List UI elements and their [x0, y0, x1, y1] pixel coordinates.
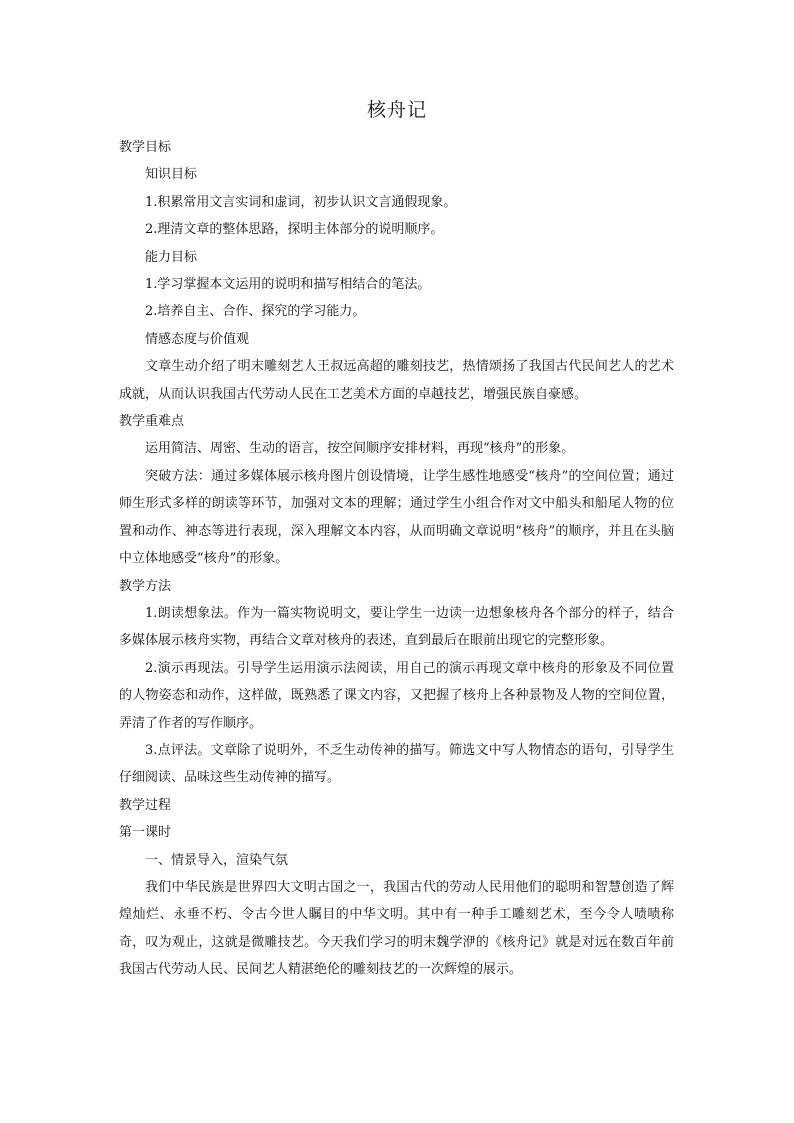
- step-one-paragraph: 我们中华民族是世界四大文明古国之一，我国古代的劳动人民用他们的聪明和智慧创造了辉煌灿烂、永垂不朽、令古今世人瞩目的中华文明。其中有一种手工雕刻艺术，至今令人啧啧称奇，叹为观止，这就是微雕技艺。今天我们学习的明末魏学洢的《核舟记》就是对远在数百年前我国古代劳动人民、民间艺人精湛绝伦的雕刻技艺的一次辉煌的展示。: [119, 879, 674, 978]
- knowledge-goal-item: 1.积累常用文言实词和虚词，初步认识文言通假现象。: [145, 194, 457, 210]
- method-paragraph: 2.演示再现法。引导学生运用演示法阅读，用自己的演示再现文章中核舟的形象及不同位置的人物姿态和动作，这样做，既熟悉了课文内容，又把握了核舟上各种景物及人物的空间位置，弄清了作者的写作顺序。: [119, 660, 674, 731]
- document-title: 核舟记: [366, 99, 427, 121]
- document-body: [119, 134, 674, 984]
- knowledge-goal-item: 2.理清文章的整体思路，探明主体部分的说明顺序。: [145, 222, 444, 238]
- key-points-heading: 教学重难点: [119, 414, 185, 430]
- method-paragraph: 1.朗读想象法。作为一篇实物说明文，要让学生一边读一边想象核舟各个部分的样子，结合多媒体展示核舟实物，再结合文章对核舟的表述，直到最后在眼前出现它的完整形象。: [119, 605, 674, 649]
- first-lesson-heading: 第一课时: [119, 825, 172, 841]
- step-one-heading: 一、情景导入，渲染气氛: [145, 852, 289, 868]
- emotion-goals-heading: 情感态度与价值观: [145, 331, 250, 347]
- ability-goal-item: 2.培养自主、合作、探究的学习能力。: [145, 304, 366, 320]
- teaching-goals-heading: 教学目标: [119, 140, 172, 155]
- ability-goals-heading: 能力目标: [145, 249, 198, 265]
- teaching-methods-heading: 教学方法: [119, 578, 172, 594]
- ability-goal-item: 1.学习掌握本文运用的说明和描写相结合的笔法。: [145, 277, 431, 293]
- teaching-process-heading: 教学过程: [119, 797, 172, 813]
- key-points-paragraph: 运用简洁、周密、生动的语言，按空间顺序安排材料，再现“核舟”的形象。: [145, 441, 575, 457]
- method-paragraph: 3.点评法。文章除了说明外，不乏生动传神的描写。筛选文中写人物情态的语句，引导学生仔细阅读、品味这些生动传神的描写。: [119, 742, 674, 786]
- breakthrough-paragraph: 突破方法：通过多媒体展示核舟图片创设情境，让学生感性地感受“核舟”的空间位置；通过师生形式多样的朗读等环节，加强对文本的理解；通过学生小组合作对文中船头和船尾人物的位置和动作、神态等进行表现，深入理解文本内容，从而明确文章说明“核舟”的顺序，并且在头脑中立体地感受“核舟”的形象。: [119, 468, 674, 567]
- knowledge-goals-heading: 知识目标: [145, 167, 198, 183]
- emotion-goals-paragraph: 文章生动介绍了明末雕刻艺人王叔远高超的雕刻技艺，热情颂扬了我国古代民间艺人的艺术成就，从而认识我国古代劳动人民在工艺美术方面的卓越技艺，增强民族自豪感。: [119, 359, 674, 402]
